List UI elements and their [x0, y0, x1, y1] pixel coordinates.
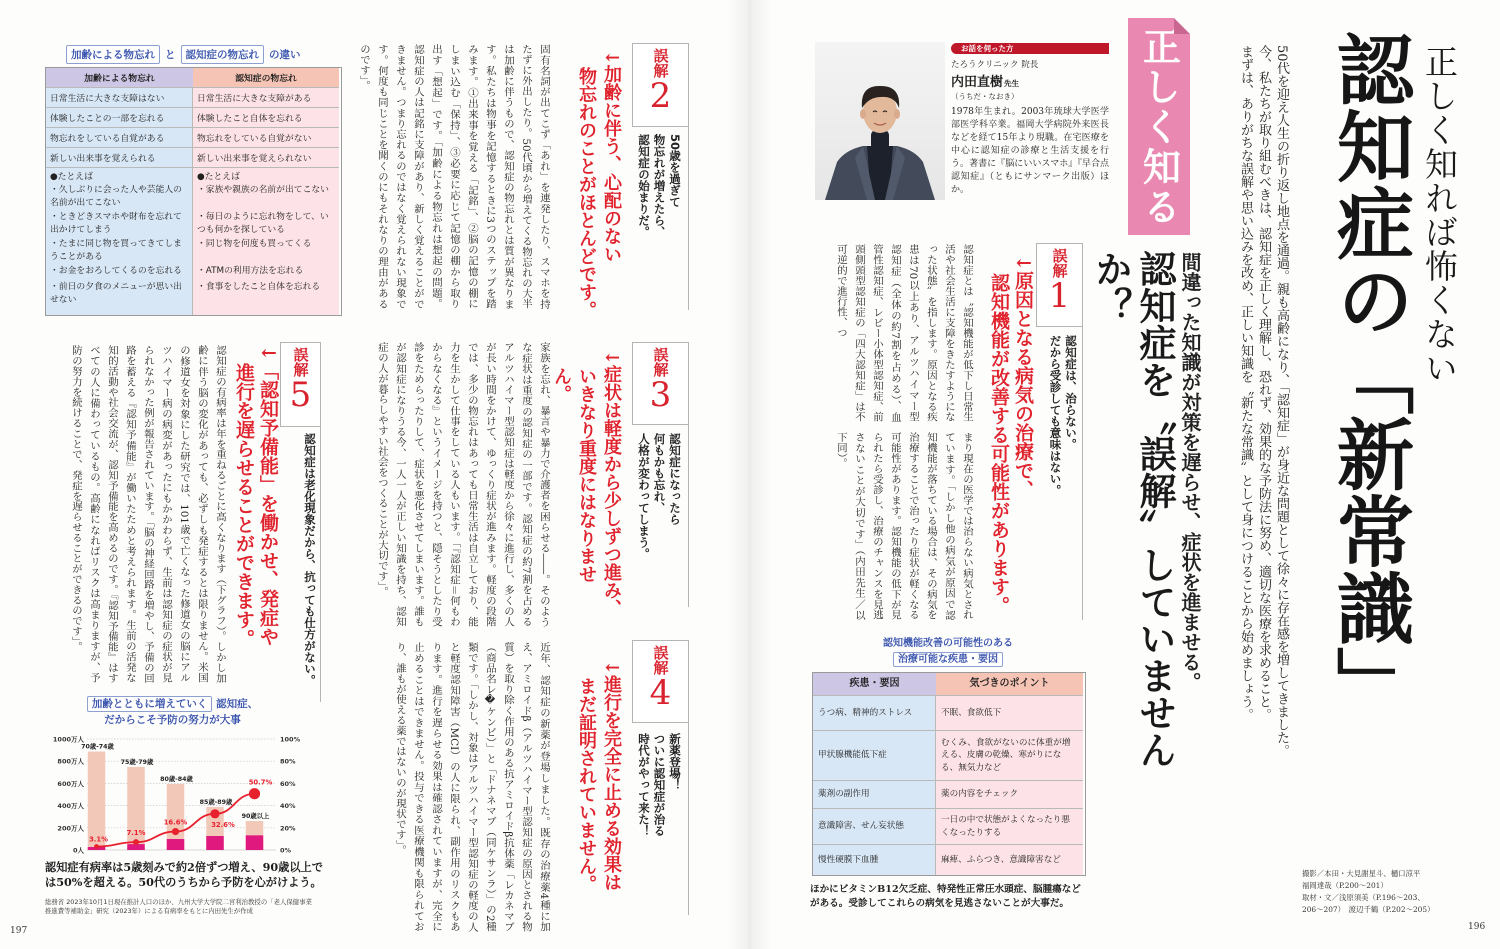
table-cell: 体験したこと自体を忘れる [193, 108, 339, 128]
body-text-misconception-2: 固有名詞が出てこず「あれ」を連発したり、スマホを持たずに外出したり。50代頃から増えてくる物忘れの大半は加齢に伴うもので、認知症の物忘れとは質が異なります。私たちは物事を記憶するときに3つのステップを踏みます。①出来事を覚える「記銘」、②脳の記憶の棚にしまい込む「保持」、③必要に応じて記憶の棚から取り出す「想起」です。「加齢による物忘れは想起の問題。認知症の人は記銘に支障があり、新しく覚えることができません。つまり忘れるのではなく覚えられない現象です。何度も同じことを聞くのにもそれなりの理由があるのです」。 [358, 44, 550, 309]
page-number-left: 197 [10, 926, 28, 936]
answer-line: 進行を遅らせることができます。 [233, 363, 255, 649]
table-cell: 日常生活に大きな支障がある [193, 88, 339, 108]
misconception-4-label [632, 640, 688, 723]
lead-text [1234, 45, 1290, 765]
example-item: ・同じ物を何度も買ってくる [193, 238, 339, 265]
comparison-table-heading [66, 45, 336, 64]
doctor-profile [951, 43, 1109, 197]
table-row [46, 128, 341, 148]
prevalence-point [249, 788, 260, 799]
y-right-tick-label: 60% [280, 779, 296, 788]
profile-name-row [951, 71, 1109, 90]
misconception-3-question [632, 433, 682, 563]
table-row [813, 696, 1085, 731]
chart-title-line2: だからこそ予防の努力が大事 [104, 714, 241, 726]
prevalence-label: 50.7% [248, 778, 273, 787]
y-right-tick-label: 40% [280, 802, 296, 811]
bar-dementia [206, 836, 224, 850]
misconception-word: 誤解 [291, 347, 310, 377]
table-cell: 不眠、食欲低下 [936, 696, 1083, 731]
category-label: 70歳-74歳 [81, 743, 114, 751]
example-item: ・お金をおろしてくるのを忘れる [46, 265, 193, 281]
example-item: ・たまに同じ物を買ってきてしまうことがある [46, 238, 193, 265]
prevalence-label: 16.6% [163, 818, 188, 827]
section-tag [1128, 18, 1190, 235]
question-line: 認知症の始まりだ。 [637, 134, 651, 238]
examples-block [46, 168, 341, 315]
page-number-right: 196 [1468, 922, 1486, 932]
section-subheading: 間違った知識が対策を遅らせ、症状を進ませる。 [1178, 252, 1202, 692]
table-header-row [813, 673, 1085, 696]
treatable-title-box: 治療可能な疾患・要因 [893, 652, 1003, 667]
question-line: だから受診しても意味はない。 [1048, 335, 1063, 496]
table-row [813, 731, 1085, 781]
answer-line: ↓加齢に伴う、心配のない [601, 50, 622, 264]
y-right-tick-label: 0% [280, 846, 292, 855]
example-item: ・家族や親族の名前が出てこない [193, 184, 339, 211]
question-line: 認知症は、治らない。 [1064, 335, 1078, 450]
y-right-tick-label: 100% [280, 735, 301, 744]
example-item: ・前日の夕食のメニューが思い出せない [46, 281, 193, 315]
profile-name: 内田直樹 [951, 75, 1004, 90]
table-cell: 薬の内容をチェック [936, 781, 1083, 809]
example-item: ・久しぶりに会った人や芸能人の名前が出てこない [46, 184, 193, 211]
category-label: 90歳以上 [241, 813, 270, 821]
table-cell: 新しい出来事を覚えられない [193, 148, 339, 168]
misconception-3-rule [688, 342, 689, 607]
credit-line: 福岡達哉（P.200〜201） [1302, 881, 1388, 890]
misconception-word: 誤解 [1050, 248, 1069, 278]
category-label: 75歳-79歳 [120, 758, 154, 766]
table-cell: 薬剤の副作用 [813, 781, 936, 809]
misconception-5-label [280, 342, 320, 427]
body-text-misconception-5: 認知症の有病率は年を重ねるごとに高くなります（下グラフ）。しかし加齢に伴う脳の変化があっても、必ずしも発症するとは限りません。米国の修道女を対象にした研究では、101歳で亡くなった修道女の脳にアルツハイマー病の病変があったにもかかわらず、生前は認知症の症状が見られなかった例が報告されています。「脳の神経回路を増やし、予備の回路を蓄える『認知予備能』が働いたためと考えられます。生前の活発な知的活動や社会交流が、認知予備能を高めるのです。『認知予備能』はすべての人に備わっているもの。高齢になればリスクは高まりますが、予防の努力を続けることで、発症を遅らせることができるのです」。 [70, 345, 226, 683]
portrait-illustration [815, 42, 945, 200]
table-cell: 体験したことの一部を忘れる [46, 108, 193, 128]
misconception-number: 5 [289, 375, 312, 415]
treatable-title-line1: 認知機能改善の可能性のある [883, 638, 1013, 649]
answer-line: ↓進行を完全に止める効果は [601, 660, 622, 892]
chart-title-line1 [45, 696, 300, 712]
credit-line: 取材・文／浅原須美（P.196〜203、 [1302, 893, 1425, 902]
y-left-tick-label: 0人 [72, 846, 84, 855]
prevalence-label: 7.1% [126, 829, 146, 838]
answer-line: まだ証明されていません。 [576, 677, 597, 894]
misconception-1-question [1042, 335, 1078, 535]
examples-label: ●たとえば [46, 168, 193, 184]
y-left-tick-label: 200万人 [57, 824, 84, 833]
example-item: ・ATMの利用方法を忘れる [193, 265, 339, 281]
prevalence-point [172, 828, 179, 835]
misconception-word: 誤解 [651, 48, 670, 78]
body-text-misconception-1-top: 認知症とは〝認知機能が低下し日常生活や社会生活に支障をきたすようになった状態〟を指します。原因となる疾患は70以上あり、アルツハイマー型認知症（全体の約7割を占める）、血管性認知症、レビー小体型認知症、前頭側頭型認知症の「四大認知症」は不可逆的で進行性、つ [835, 244, 973, 422]
question-line: 物忘れが増えたら、 [652, 134, 667, 238]
y-right-tick-label: 20% [280, 824, 296, 833]
table-cell: 慢性硬膜下血腫 [813, 845, 936, 875]
question-line: 人格が変わってしまう。 [637, 433, 651, 560]
bar-population [127, 767, 145, 850]
question-line: 時代がやって来た！ [637, 733, 651, 837]
profile-reading: （うちだ・なおき） [951, 92, 1019, 101]
misconception-2-answer [574, 50, 624, 320]
question-line: 何もかも忘れ、 [652, 433, 667, 514]
body-text-misconception-4: 近年、認知症の新薬が登場しました。既存の治療薬4種に加え、アミロイドβ（アルツハイマー型認知症の原因とされる物質）を取り除く作用のある抗アミロイドβ抗体薬「レカネマブ（商品名レ�ケンビ）」と「ドナネマブ（同ケサンラ）」の2種類です。「しかし、対象はアルツハイマー型認知症の軽度の人と軽度認知障害（MCI）の人に限られ、副作用のリスクもあります。進行を遅らせる効果は確認されていますが、完全に止めることはできません。投与できる医療機関も限られており、誰もが使える薬ではないのが現状です」。 [394, 642, 550, 932]
misconception-number: 3 [649, 375, 672, 415]
example-item: ・毎日のように忘れ物をして、いつも何かを探している [193, 211, 339, 238]
question-line: 50歳を過ぎて [668, 134, 682, 208]
treatable-table [812, 672, 1086, 876]
answer-line: ↓原因となる病気の治療で、 [1012, 255, 1034, 499]
profile-bio: 1978年生まれ。2003年琉球大学医学部医学科卒業。福岡大学病院外来医長などを経て15年より現職。在宅医療を中心に認知症の診療と生活支援を行う。著書に『脳にいいスマホ』『早合点認知症』（ともにサンマーク出版）ほか。 [951, 107, 1109, 195]
table-header: 認知症の物忘れ [193, 68, 339, 88]
misconception-4-question [632, 733, 682, 863]
y-right-tick-label: 80% [280, 757, 296, 766]
question-line: 認知症になったら [668, 433, 682, 525]
bar-dementia [167, 839, 185, 850]
examples-label: ●たとえば [193, 168, 339, 184]
misconception-2-label [632, 43, 688, 127]
table-header: 気づきのポイント [936, 673, 1083, 696]
body-text-misconception-3: 家族を忘れ、暴言や暴力で介護者を困らせる――。そのような症状は重度の認知症の一部です。認知症の約7割を占めるアルツハイマー型認知症は軽度から徐々に進行し、多くの人が長い時間をかけて、ゆっくり症状が進みます。軽度の段階では、多少の物忘れはあっても日常生活は自立しており、能力を生かして仕事をしている人もいます。「『認知症＝何もわからなくなる』というイメージを持つと、隠そうとしたり受診をためらったりして、症状を悪化させてしまいます。誰もが認知症になりうる今、一人一人が正しい知識を持ち、認知症の人が暮らしやすい社会をつくることが大切です」。 [376, 342, 550, 627]
answer-line: 物忘れのことがほとんどです。 [576, 67, 597, 320]
section-heading: 認知症を〝誤解〟していませんか？ [1089, 250, 1177, 768]
chart-source: 総務省 2023年10月1日現在推計人口のほか、九州大学大学院二宮利治教授の「老人保健事業推進費等補助金」研究（2023年）による有病率をもとに内田先生が作成 [45, 898, 312, 915]
category-label: 80歳-84歳 [160, 775, 193, 783]
table-cell: 意識障害、せん妄状態 [813, 809, 936, 845]
misconception-word: 誤解 [651, 347, 670, 377]
page-gutter-shadow [728, 0, 772, 949]
dementia-prevalence-chart [40, 735, 302, 857]
page-title: 認知症の「新常識」 [1324, 30, 1414, 723]
treatable-table-heading [812, 636, 1084, 668]
misconception-word: 誤解 [651, 645, 670, 675]
table-row [813, 781, 1085, 809]
misconception-3-answer [551, 350, 624, 618]
table-row [46, 88, 341, 108]
misconception-5-answer [230, 345, 280, 680]
prevalence-point [133, 839, 139, 845]
question-line: 新薬登場！ [668, 733, 682, 791]
example-item: ・ときどきスマホや財布を忘れて出かけてしまう [46, 211, 193, 238]
table-cell: 日常生活に大きな支障はない [46, 88, 193, 108]
y-left-tick-label: 400万人 [57, 802, 84, 811]
example-item: ・食事をしたこと自体を忘れる [193, 281, 339, 315]
doctor-portrait-photo [815, 42, 945, 200]
heading-box-aging: 加齢による物忘れ [66, 45, 160, 64]
table-cell: うつ病、精神的ストレス [813, 696, 936, 731]
folded-corner-icon [1174, 18, 1190, 34]
table-cell: むくみ、食欲がないのに体重が増える、皮膚の乾燥、寒がりになる、無気力など [936, 731, 1083, 781]
prevalence-label: 3.1% [89, 835, 108, 844]
profile-label: お話を伺った方 [951, 43, 1109, 54]
answer-line: ↓「認知予備能」を働かせ、発症や [257, 345, 279, 646]
table-header: 疾患・要因 [813, 673, 936, 696]
table-header: 加齢による物忘れ [46, 68, 193, 88]
misconception-3-label [632, 342, 688, 425]
treatable-table-note: ほかにビタミンB12欠乏症、特発性正常圧水頭症、脳腫瘍などがある。受診してこれらの病気を見逃さないことが大事だ。 [810, 884, 1081, 909]
table-cell: 物忘れをしている自覚がない [193, 128, 339, 148]
section-tag-label: 正しく知る [1136, 26, 1182, 227]
table-cell: 麻痺、ふらつき、意識障害など [936, 845, 1083, 875]
answer-line: いきなり重度にはなりません。 [551, 367, 597, 584]
table-cell: 一日の中で状態がよくなったり悪くなったりする [936, 809, 1083, 845]
question-line: ついに認知症が治る [652, 733, 667, 837]
table-row [813, 809, 1085, 845]
credit-line: 206〜207） 渡辺千鶴（P.202〜205） [1302, 905, 1435, 914]
profile-honorific: 先生 [1004, 79, 1020, 88]
y-left-tick-label: 800万人 [57, 757, 84, 766]
y-left-tick-label: 600万人 [57, 779, 84, 788]
misconception-number: 4 [649, 673, 672, 713]
chart-caption: 認知症有病率は5歳刻みで約2倍ずつ増え、90歳以上では50%を超える。50代のうちから予防を心がけよう。 [45, 860, 323, 889]
answer-line: ↓症状は軽度から少しずつ進み、 [601, 350, 622, 618]
heading-box-dementia: 認知症の物忘れ [181, 45, 265, 64]
category-label: 85歳-89歳 [199, 799, 233, 807]
lead-paragraph: 50代を迎え人生の折り返し地点を通過。親も高齢になり、「認知症」が身近な問題として徐々に存在感を増してきました。 [1274, 45, 1289, 758]
heading-connector: と [165, 49, 176, 61]
table-cell: 甲状腺機能低下症 [813, 731, 936, 781]
misconception-2-rule [688, 43, 689, 310]
lead-paragraph: まずは、ありがちな誤解や思い込みを改め、正しい知識を〝新たな常識〟として身につけることから始めましょう。 [1238, 45, 1253, 721]
table-row [46, 108, 341, 128]
chart-title-box: 加齢とともに増えていく [87, 696, 213, 712]
misconception-1-rule [1082, 243, 1083, 620]
heading-suffix: の違い [269, 49, 301, 61]
misconception-1-label [1036, 243, 1082, 327]
chart-title-rest: 認知症、 [216, 698, 259, 710]
misconception-2-question [632, 134, 682, 259]
comparison-table [45, 67, 342, 316]
lead-paragraph: 今、私たちが取り組むべきは、認知症を正しく理解し、恐れず、効果的な予防法に努め、適切な医療を求めること。 [1256, 45, 1271, 721]
credits [1302, 868, 1467, 916]
bar-dementia [246, 835, 264, 850]
misconception-1-answer [985, 255, 1035, 625]
question-line: 認知症は老化現象だから、抗っても仕方がない。 [303, 433, 317, 686]
misconception-number: 2 [649, 76, 672, 116]
misconception-4-answer [574, 660, 624, 910]
table-cell: 新しい出来事を覚えられる [46, 148, 193, 168]
prevalence-point [94, 844, 99, 849]
misconception-4-rule [688, 640, 689, 915]
title-kicker: 正しく知れば怖くない [1420, 45, 1459, 385]
y-left-tick-label: 1000万人 [52, 735, 84, 744]
chart-title [45, 696, 300, 728]
profile-affiliation: たろうクリニック 院長 [951, 60, 1039, 70]
credit-line: 撮影／本田・大見謝星斗、樋口涼平 [1302, 869, 1421, 878]
table-cell: 物忘れをしている自覚がある [46, 128, 193, 148]
prevalence-point [210, 809, 219, 818]
misconception-number: 1 [1048, 276, 1071, 316]
table-row [813, 845, 1085, 875]
answer-line: 認知機能が改善する可能性があります。 [988, 273, 1010, 616]
table-row [46, 148, 341, 168]
prevalence-label: 32.6% [211, 820, 235, 829]
misconception-5-question [299, 433, 317, 705]
table-header-row [46, 68, 341, 88]
misconception-5-rule [320, 342, 321, 702]
body-text-misconception-1-bottom: まり現在の医学では治らない病気とされています。「しかし他の病気が原因で認知機能が落ちている場合は、その病気を治療することで治ったり症状が軽くなる可能性があります。認知機能の低下が見られたら受診し、治療のチャンスを見逃さないことが大切です」（内田先生／以下同）。 [835, 432, 973, 620]
